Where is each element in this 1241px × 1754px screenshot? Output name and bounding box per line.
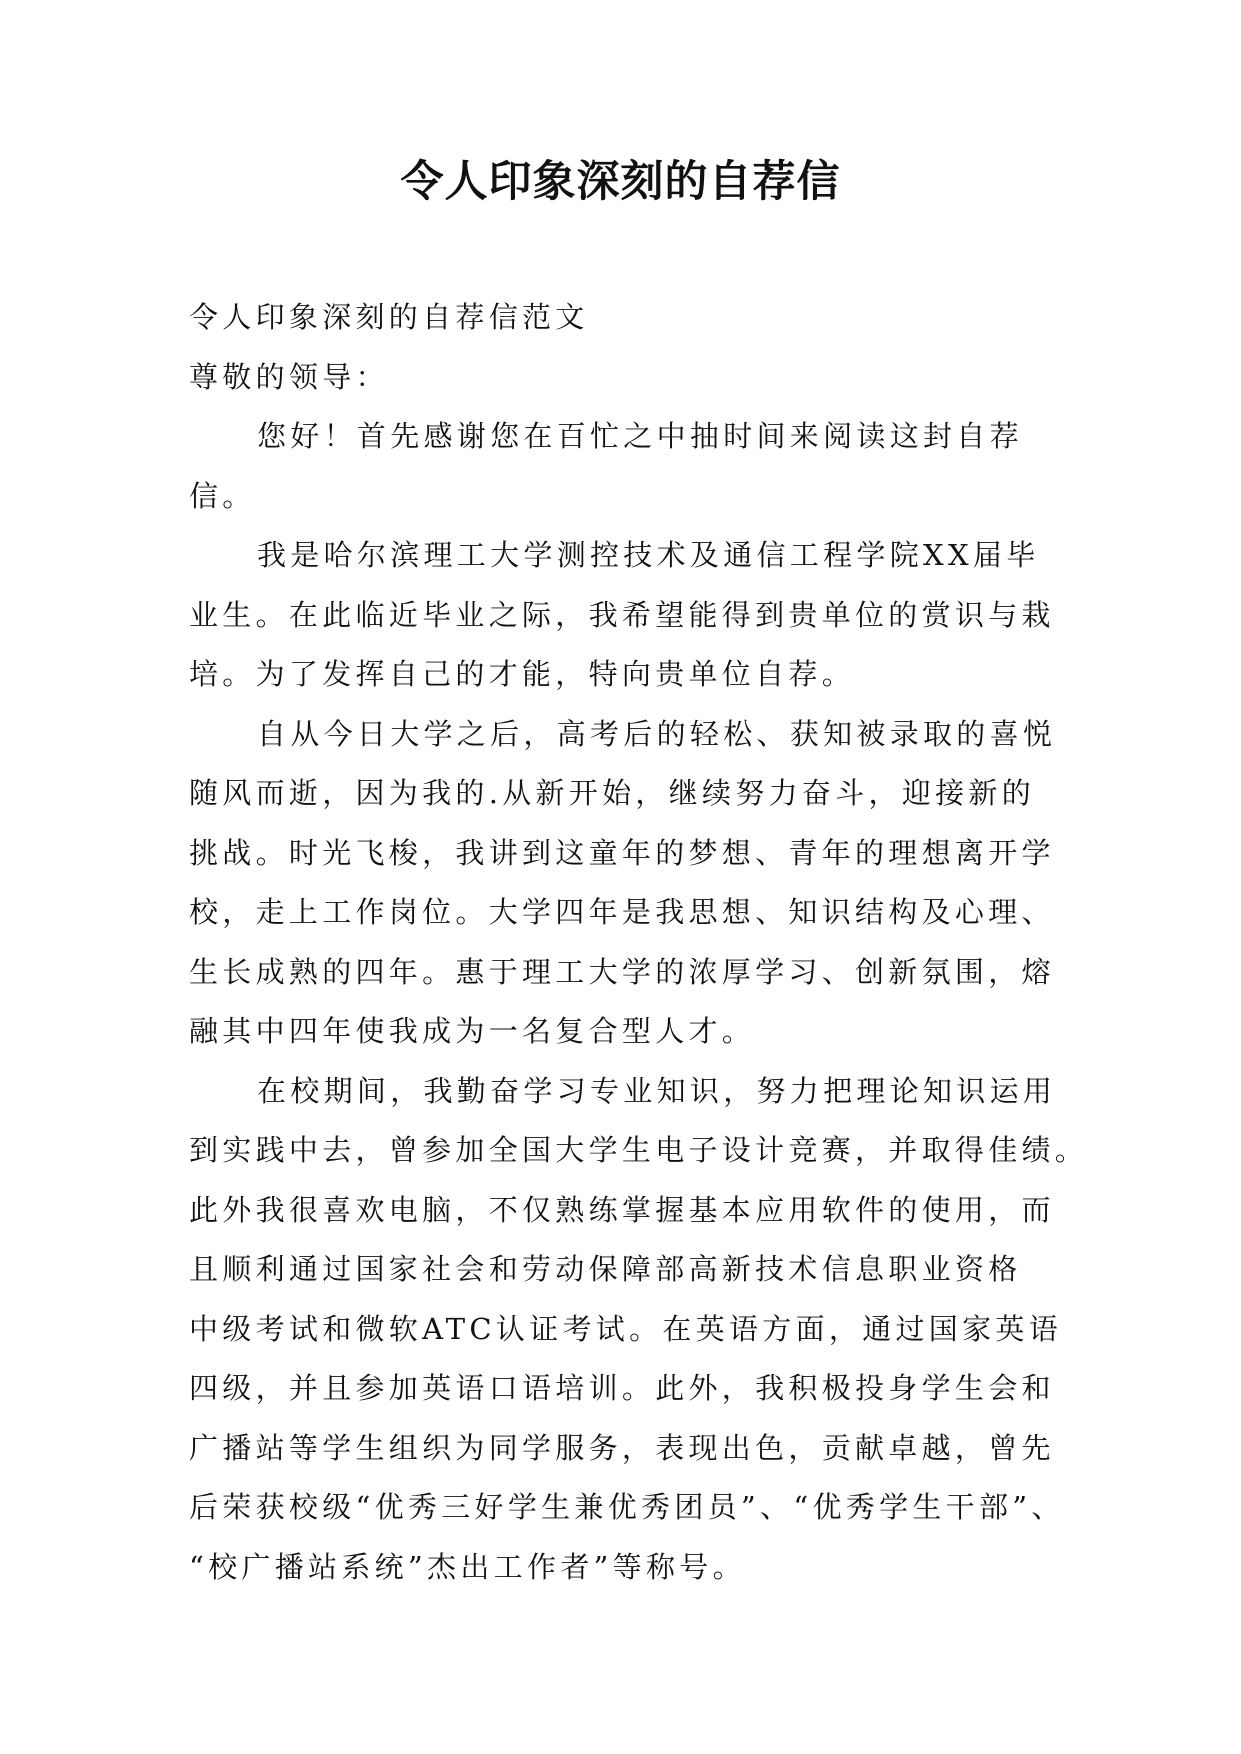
text-line: 在校期间，我勤奋学习专业知识，努力把理论知识运用 — [257, 1073, 1057, 1108]
text-line: 随风而逝，因为我的.从新开始，继续努力奋斗，迎接新的 — [189, 776, 1036, 810]
text-line: 此外我很喜欢电脑，不仅熟练掌握基本应用软件的使用，而 — [189, 1192, 1055, 1227]
text-line: 生长成熟的四年。惠于理工大学的浓厚学习、创新氛围，熔 — [189, 954, 1055, 989]
text-line: 后荣获校级“优秀三好学生兼优秀团员”、“优秀学生干部”、 — [189, 1490, 1065, 1524]
text-line: 中级考试和微软ATC认证考试。在英语方面，通过国家英语 — [189, 1311, 1062, 1346]
text-line: 且顺利通过国家社会和劳动保障部高新技术信息职业资格 — [189, 1252, 1022, 1286]
document-body — [189, 288, 1089, 1597]
text-line: 校，走上工作岗位。大学四年是我思想、知识结构及心理、 — [189, 895, 1055, 929]
text-line: 到实践中去，曾参加全国大学生电子设计竞赛，并取得佳绩。 — [189, 1133, 1089, 1167]
text-line: 融其中四年使我成为一名复合型人才。 — [189, 1014, 756, 1048]
text-line: 四级，并且参加英语口语培训。此外，我积极投身学生会和 — [189, 1371, 1055, 1405]
text-line: 自从今日大学之后，高考后的轻松、获知被录取的喜悦 — [257, 716, 1057, 751]
text-line: 我是哈尔滨理工大学测控技术及通信工程学院XX届毕 — [257, 538, 1040, 572]
text-line: 挑战。时光飞梭，我讲到这童年的梦想、青年的理想离开学 — [189, 835, 1055, 870]
text-line: “校广播站系统”杰出工作者”等称号。 — [189, 1549, 746, 1584]
text-line: 信。 — [189, 478, 256, 513]
text-line: 广播站等学生组织为同学服务，表现出色，贡献卓越，曾先 — [189, 1430, 1055, 1465]
text-line: 业生。在此临近毕业之际，我希望能得到贵单位的赏识与栽 — [189, 597, 1055, 632]
document-title: 令人印象深刻的自荐信 — [400, 157, 841, 207]
text-line: 培。为了发挥自己的才能，特向贵单位自荐。 — [189, 657, 856, 691]
text-line: 您好！首先感谢您在百忙之中抽时间来阅读这封自荐 — [257, 419, 1023, 453]
text-line: 令人印象深刻的自荐信范文 — [189, 300, 589, 334]
text-line: 尊敬的领导： — [189, 359, 389, 394]
